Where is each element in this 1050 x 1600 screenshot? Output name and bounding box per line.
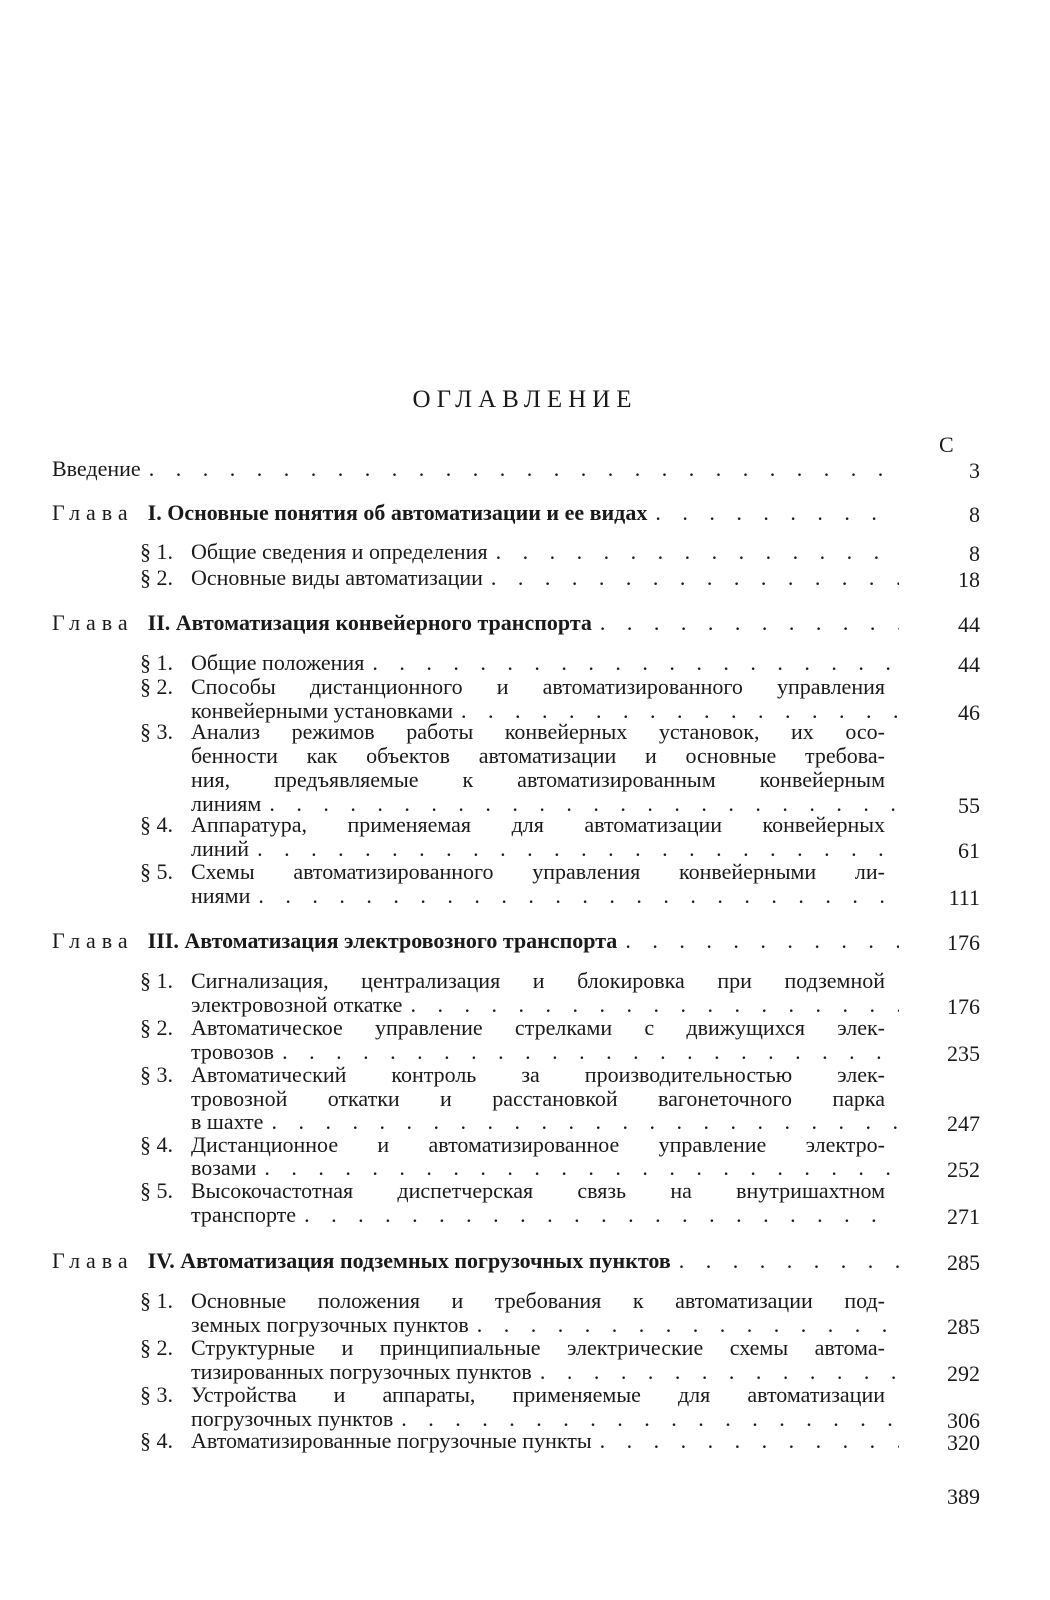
toc-entry-line: Высокочастотная диспетчерская связь на внутришахтном [191, 1178, 885, 1203]
section-number: § 4. [140, 1132, 173, 1157]
toc-entry-line: Основные положения и требования к автоматизации под- [191, 1288, 885, 1313]
entry-page-number: 176 [947, 994, 980, 1019]
toc-entry-line: Аппаратура, применяемая для автоматизации конвейерных [191, 812, 885, 837]
entry-page-number: 18 [958, 567, 980, 592]
section-number: § 1. [140, 1288, 173, 1313]
toc-entry-line: Структурные и принципиальные электрические схемы автома- [191, 1335, 885, 1360]
dot-leader [600, 610, 899, 636]
entry-page-number: 320 [947, 1430, 980, 1455]
toc-entry-line[interactable] [191, 883, 905, 909]
entry-page-number: 306 [947, 1408, 980, 1433]
section-number: § 2. [140, 1015, 173, 1040]
entry-title: транспорте [191, 1202, 297, 1227]
toc-entry-line[interactable] [191, 650, 905, 676]
entry-page-number: 271 [947, 1204, 980, 1229]
entry-page-number: 176 [947, 930, 980, 955]
toc-entry-line[interactable] [191, 539, 905, 565]
toc-chapter-entry[interactable] [52, 610, 905, 636]
section-number: § 3. [140, 1382, 173, 1407]
page-number: 389 [947, 1484, 980, 1509]
dot-leader [149, 456, 899, 482]
entry-title: Основные виды автоматизации [191, 565, 483, 590]
entry-page-number: 252 [947, 1157, 980, 1182]
toc-chapter-entry[interactable] [52, 928, 905, 954]
entry-title: Общие положения [191, 650, 365, 675]
entry-title: конвейерными установками [191, 698, 454, 723]
entry-page-number: 44 [958, 612, 980, 637]
toc-entry-line: бенности как объектов автоматизации и основные требова- [191, 743, 885, 768]
entry-title: электровозной откатке [191, 992, 403, 1017]
entry-title: в шахте [191, 1109, 264, 1134]
section-number: § 2. [140, 674, 173, 699]
section-number: § 2. [140, 1335, 173, 1360]
entry-page-number: 3 [969, 458, 980, 483]
toc-entry-line: ния, предъявляемые к автоматизированным конвейерным [191, 767, 885, 792]
entry-title: тизированных погрузочных пунктов [191, 1359, 532, 1384]
entry-page-number: 247 [947, 1111, 980, 1136]
toc-entry-line: Анализ режимов работы конвейерных установок, их осо- [191, 719, 885, 744]
toc-entry-line: Устройства и аппараты, применяемые для автоматизации [191, 1382, 885, 1407]
dot-leader [679, 1248, 899, 1274]
dot-leader [655, 500, 899, 526]
chapter-label: Глава [52, 928, 134, 953]
toc-chapter-entry[interactable] [52, 500, 905, 526]
toc-entry-line: Дистанционное и автоматизированное управление электро- [191, 1132, 885, 1157]
entry-title: тровозов [191, 1039, 275, 1064]
toc-entry-line: Схемы автоматизированного управления конвейерными ли- [191, 859, 885, 884]
section-number: § 3. [140, 719, 173, 744]
entry-title: погрузочных пунктов [191, 1406, 394, 1431]
dot-leader [258, 883, 899, 909]
toc-entry-line: тровозной откатки и расстановкой вагонеточного парка [191, 1086, 885, 1111]
entry-page-number: 55 [958, 793, 980, 818]
entry-page-number: 8 [969, 502, 980, 527]
toc-entry-line[interactable] [191, 565, 905, 591]
entry-page-number: 292 [947, 1361, 980, 1386]
entry-title: Автоматизированные погрузочные пункты [191, 1428, 592, 1453]
toc-entry-line[interactable] [191, 1202, 905, 1228]
toc-entry-line: Сигнализация, централизация и блокировка при подземной [191, 968, 885, 993]
dot-leader [304, 1202, 899, 1228]
toc-entry-line[interactable] [191, 1428, 905, 1454]
entry-title: Общие сведения и определения [191, 539, 488, 564]
section-number: § 1. [140, 650, 173, 675]
section-number: § 5. [140, 859, 173, 884]
entry-title: линиям [191, 791, 262, 816]
entry-page-number: 46 [958, 700, 980, 725]
page-title: ОГЛАВЛЕНИЕ [412, 386, 638, 413]
dot-leader [491, 565, 899, 591]
toc-entry-line: Автоматический контроль за производительностью элек- [191, 1062, 885, 1087]
entry-page-number: 44 [958, 652, 980, 677]
section-number: § 4. [140, 812, 173, 837]
entry-page-number: 285 [947, 1250, 980, 1275]
entry-title: земных погрузочных пунктов [191, 1312, 469, 1337]
entry-title: линий [191, 836, 250, 861]
entry-page-number: 235 [947, 1041, 980, 1066]
section-number: § 2. [140, 565, 173, 590]
section-number: § 4. [140, 1428, 173, 1453]
page-column-label: С [939, 432, 954, 457]
toc-entry-line: Автоматическое управление стрелками с движущихся элек- [191, 1015, 885, 1040]
chapter-label: Глава [52, 1248, 134, 1273]
dot-leader [600, 1428, 899, 1454]
chapter-title: IV. Автоматизация подземных погрузочных пунктов [147, 1248, 671, 1273]
entry-page-number: 61 [958, 838, 980, 863]
toc-chapter-entry[interactable] [52, 1248, 905, 1274]
chapter-title: III. Автоматизация электровозного транспорта [147, 928, 618, 953]
dot-leader [625, 928, 899, 954]
dot-leader [372, 650, 899, 676]
entry-page-number: 8 [969, 541, 980, 566]
section-number: § 1. [140, 539, 173, 564]
dot-leader [496, 539, 899, 565]
section-number: § 5. [140, 1178, 173, 1203]
entry-title: Введение [52, 456, 141, 481]
entry-page-number: 285 [947, 1314, 980, 1339]
chapter-title: I. Основные понятия об автоматизации и ее видах [147, 500, 648, 525]
chapter-label: Глава [52, 610, 134, 635]
chapter-title: II. Автоматизация конвейерного транспорта [147, 610, 592, 635]
toc-entry-line[interactable] [52, 456, 905, 482]
section-number: § 3. [140, 1062, 173, 1087]
entry-page-number: 111 [948, 885, 980, 910]
entry-title: возами [191, 1155, 257, 1180]
toc-entry-line: Способы дистанционного и автоматизированного управления [191, 674, 885, 699]
entry-title: ниями [191, 883, 251, 908]
chapter-label: Глава [52, 500, 134, 525]
section-number: § 1. [140, 968, 173, 993]
